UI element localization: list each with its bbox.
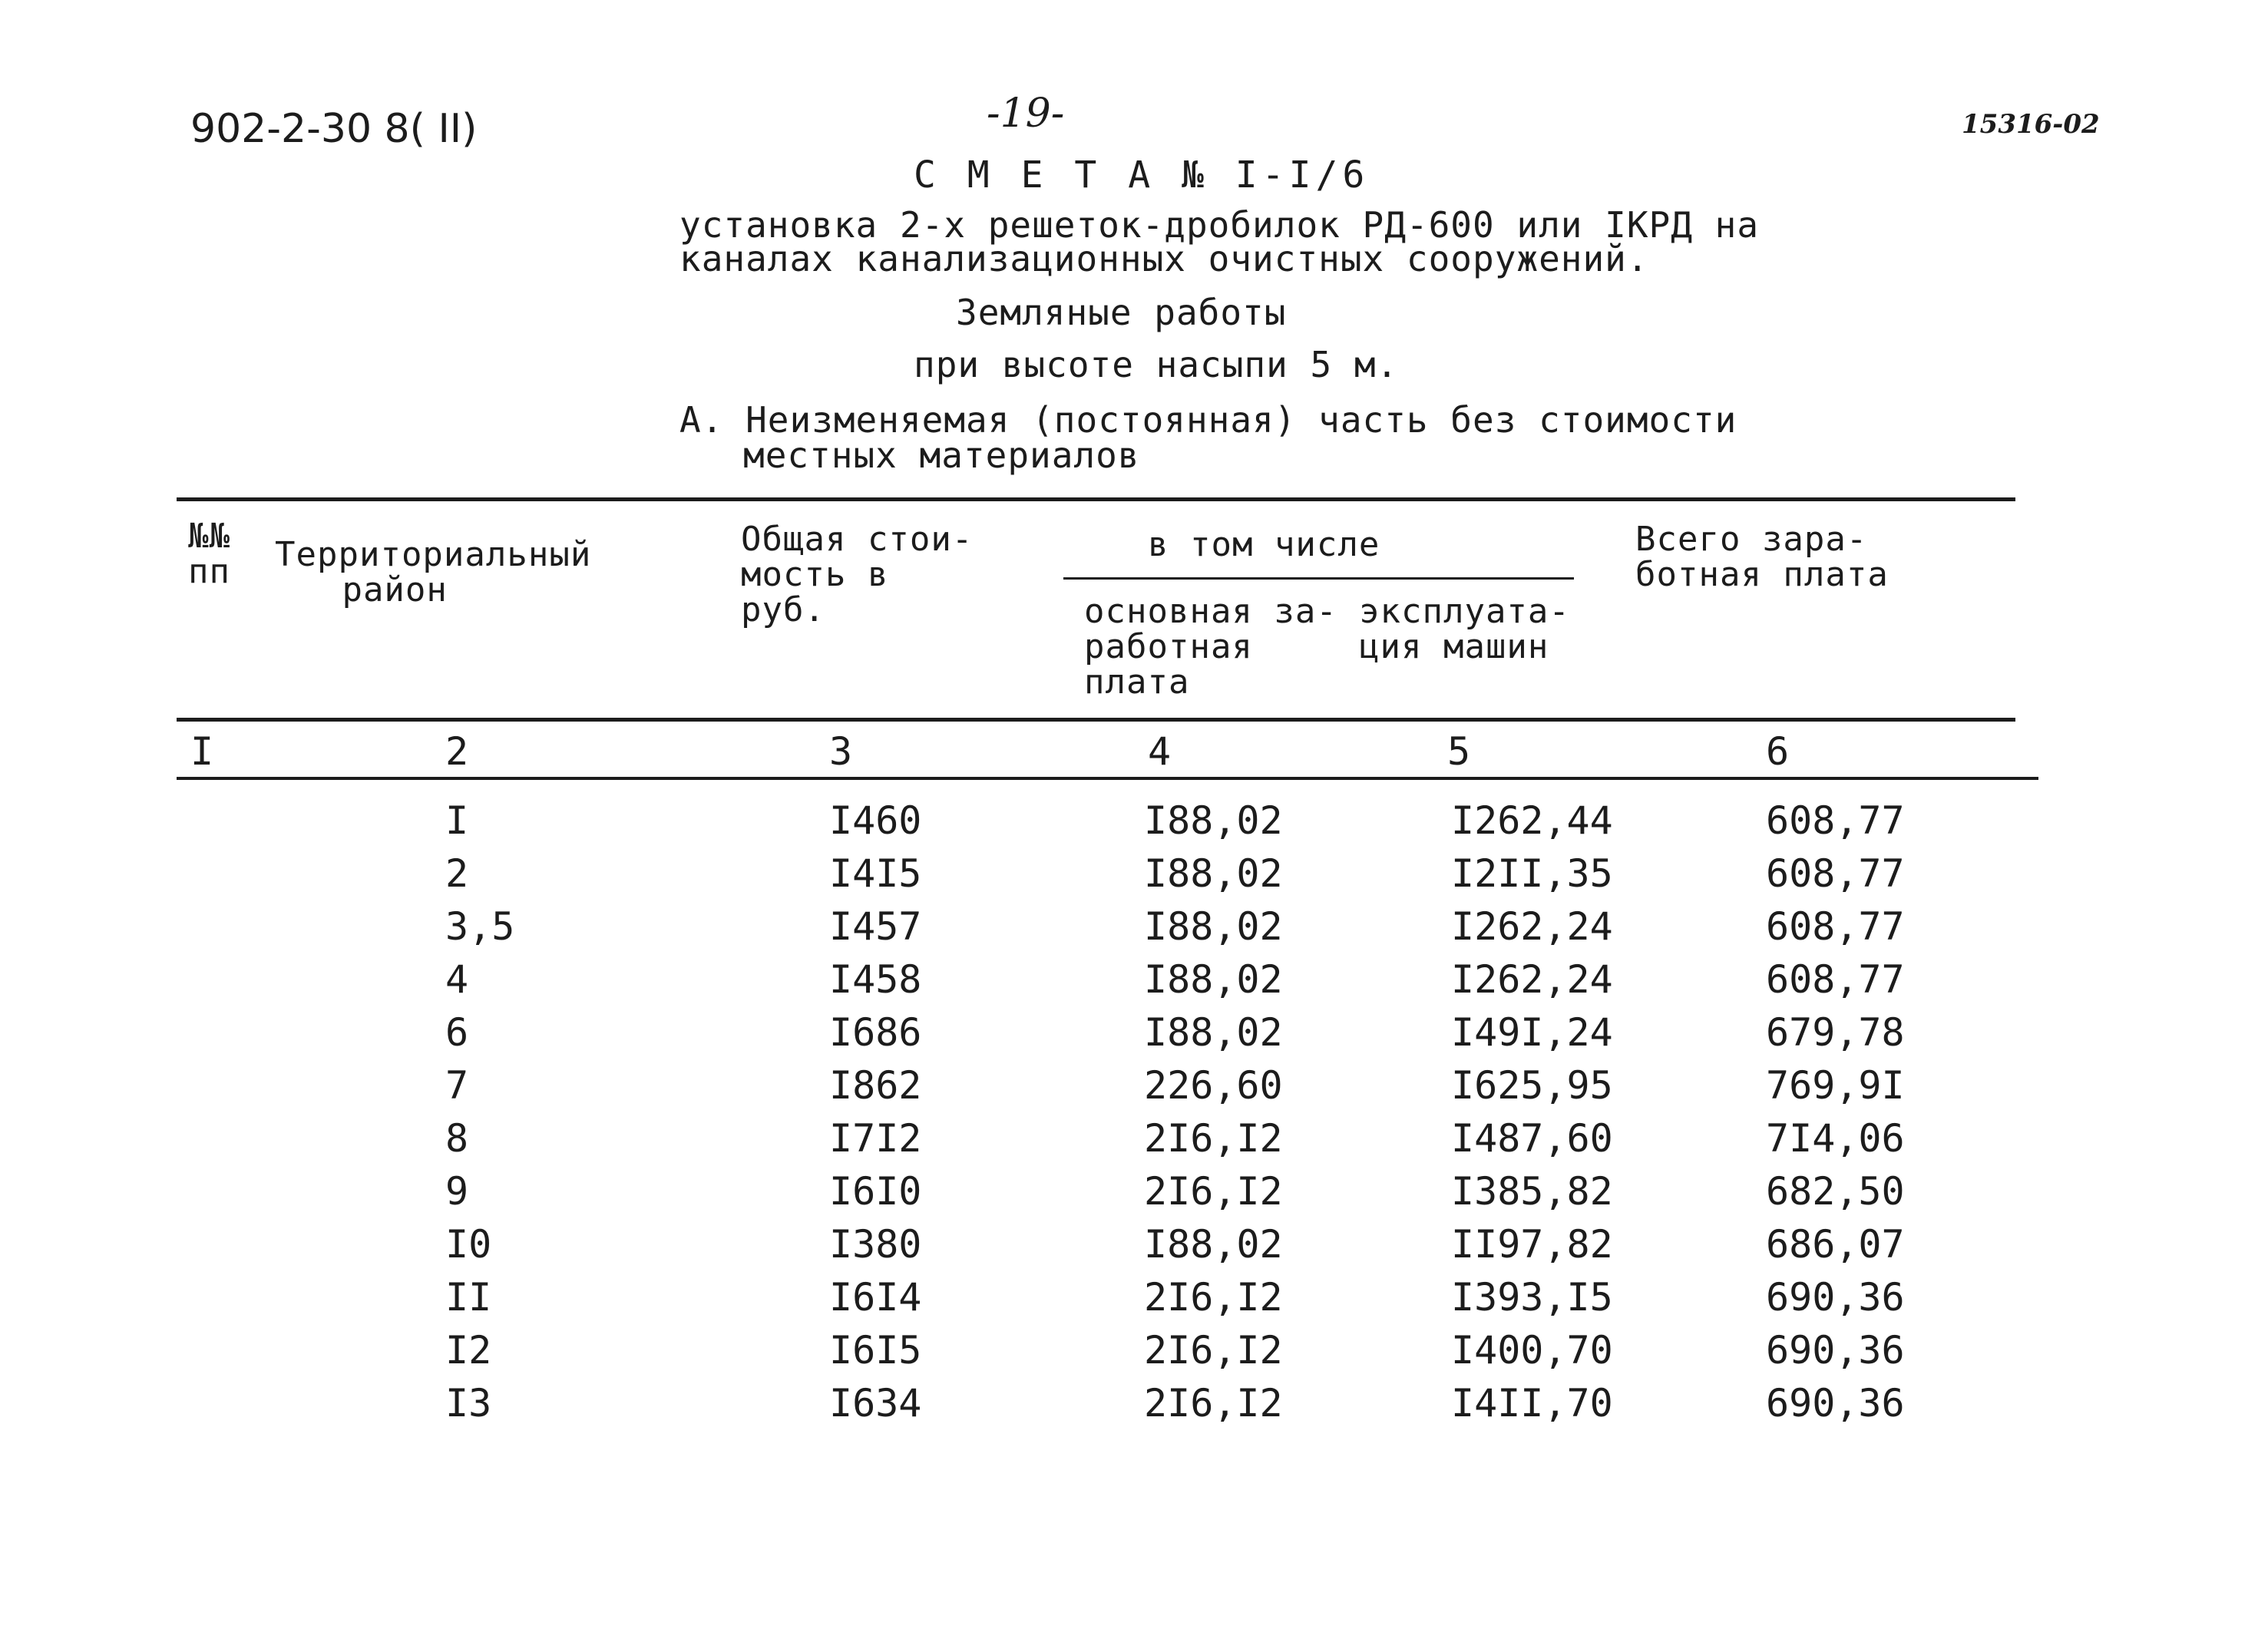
district-cell: 9 bbox=[445, 1169, 469, 1214]
total-cost-cell: I862 bbox=[829, 1063, 922, 1108]
district-cell: 8 bbox=[445, 1116, 469, 1161]
machine-operation-cell: I262,44 bbox=[1451, 798, 1613, 843]
header-including: в том числе bbox=[1148, 525, 1380, 564]
column-number-3: 3 bbox=[829, 729, 853, 774]
total-wages-cell: 679,78 bbox=[1766, 1010, 1905, 1055]
header-total-wages: Всего зара- ботная плата bbox=[1635, 520, 1889, 594]
machine-operation-cell: I487,60 bbox=[1451, 1116, 1613, 1161]
header-base-wages: основная за- работная плата bbox=[1084, 592, 1337, 702]
header-row-number: №№ пп bbox=[188, 517, 230, 591]
district-cell: 6 bbox=[445, 1010, 469, 1055]
header-bottom-rule bbox=[177, 718, 2015, 722]
machine-operation-cell: I4II,70 bbox=[1451, 1381, 1613, 1426]
total-cost-cell: I380 bbox=[829, 1222, 922, 1267]
document-code: 902-2-30 8( II) bbox=[190, 106, 478, 152]
column-number-1: I bbox=[190, 729, 214, 774]
total-cost-cell: I634 bbox=[829, 1381, 922, 1426]
district-cell: 3,5 bbox=[445, 904, 515, 949]
district-cell: II bbox=[445, 1275, 492, 1320]
base-wages-cell: I88,02 bbox=[1144, 1222, 1283, 1267]
machine-operation-cell: I49I,24 bbox=[1451, 1010, 1613, 1055]
machine-operation-cell: I393,I5 bbox=[1451, 1275, 1613, 1320]
machine-operation-cell: I400,70 bbox=[1451, 1328, 1613, 1373]
district-cell: 2 bbox=[445, 851, 469, 896]
district-cell: I bbox=[445, 798, 469, 843]
total-wages-cell: 769,9I bbox=[1766, 1063, 1905, 1108]
district-cell: I2 bbox=[445, 1328, 492, 1373]
base-wages-cell: 2I6,I2 bbox=[1144, 1381, 1283, 1426]
total-cost-cell: I686 bbox=[829, 1010, 922, 1055]
total-wages-cell: 682,50 bbox=[1766, 1169, 1905, 1214]
total-wages-cell: 690,36 bbox=[1766, 1328, 1905, 1373]
base-wages-cell: 2I6,I2 bbox=[1144, 1169, 1283, 1214]
total-wages-cell: 608,77 bbox=[1766, 851, 1905, 896]
total-cost-cell: I457 bbox=[829, 904, 922, 949]
total-wages-cell: 608,77 bbox=[1766, 798, 1905, 843]
header-total-cost: Общая стои- мость в руб. bbox=[741, 520, 974, 629]
column-number-4: 4 bbox=[1148, 729, 1172, 774]
base-wages-cell: 2I6,I2 bbox=[1144, 1328, 1283, 1373]
machine-operation-cell: I385,82 bbox=[1451, 1169, 1613, 1214]
table-top-rule bbox=[177, 497, 2015, 501]
machine-operation-cell: I262,24 bbox=[1451, 904, 1613, 949]
total-wages-cell: 608,77 bbox=[1766, 904, 1905, 949]
total-cost-cell: I6I5 bbox=[829, 1328, 922, 1373]
base-wages-cell: 2I6,I2 bbox=[1144, 1116, 1283, 1161]
total-wages-cell: 686,07 bbox=[1766, 1222, 1905, 1267]
section-a-line-1: А. Неизменяемая (постоянная) часть без стоимости bbox=[679, 399, 1737, 441]
work-type: Земляные работы bbox=[956, 292, 1287, 333]
estimate-title: С М Е Т А № I-I/6 bbox=[914, 154, 1370, 197]
page-number: -19- bbox=[987, 91, 1065, 137]
column-number-6: 6 bbox=[1766, 729, 1790, 774]
machine-operation-cell: I625,95 bbox=[1451, 1063, 1613, 1108]
machine-operation-cell: II97,82 bbox=[1451, 1222, 1613, 1267]
section-a-line-2: местных материалов bbox=[743, 434, 1140, 476]
total-cost-cell: I4I5 bbox=[829, 851, 922, 896]
header-territorial-district: Территориальный район bbox=[275, 535, 592, 610]
total-cost-cell: I6I4 bbox=[829, 1275, 922, 1320]
title-line-2: каналах канализационных очистных сооружений. bbox=[679, 238, 1649, 279]
column-number-2: 2 bbox=[445, 729, 469, 774]
base-wages-cell: 2I6,I2 bbox=[1144, 1275, 1283, 1320]
district-cell: I0 bbox=[445, 1222, 492, 1267]
total-wages-cell: 608,77 bbox=[1766, 957, 1905, 1002]
base-wages-cell: 226,60 bbox=[1144, 1063, 1283, 1108]
district-cell: 7 bbox=[445, 1063, 469, 1108]
column-numbers-rule bbox=[177, 777, 2038, 780]
total-cost-cell: I458 bbox=[829, 957, 922, 1002]
base-wages-cell: I88,02 bbox=[1144, 851, 1283, 896]
total-cost-cell: I7I2 bbox=[829, 1116, 922, 1161]
total-wages-cell: 7I4,06 bbox=[1766, 1116, 1905, 1161]
total-cost-cell: I6I0 bbox=[829, 1169, 922, 1214]
archive-number: 15316-02 bbox=[1962, 109, 2100, 140]
base-wages-cell: I88,02 bbox=[1144, 957, 1283, 1002]
district-cell: 4 bbox=[445, 957, 469, 1002]
total-wages-cell: 690,36 bbox=[1766, 1275, 1905, 1320]
district-cell: I3 bbox=[445, 1381, 492, 1426]
column-number-5: 5 bbox=[1447, 729, 1471, 774]
machine-operation-cell: I262,24 bbox=[1451, 957, 1613, 1002]
machine-operation-cell: I2II,35 bbox=[1451, 851, 1613, 896]
total-cost-cell: I460 bbox=[829, 798, 922, 843]
group-header-rule bbox=[1063, 577, 1574, 580]
base-wages-cell: I88,02 bbox=[1144, 904, 1283, 949]
base-wages-cell: I88,02 bbox=[1144, 1010, 1283, 1055]
base-wages-cell: I88,02 bbox=[1144, 798, 1283, 843]
header-machine-operation: эксплуата- ция машин bbox=[1359, 592, 1570, 666]
embankment-height: при высоте насыпи 5 м. bbox=[914, 344, 1399, 385]
total-wages-cell: 690,36 bbox=[1766, 1381, 1905, 1426]
title-line-1: установка 2-х решеток-дробилок РД-600 или IКРД на bbox=[679, 204, 1760, 246]
